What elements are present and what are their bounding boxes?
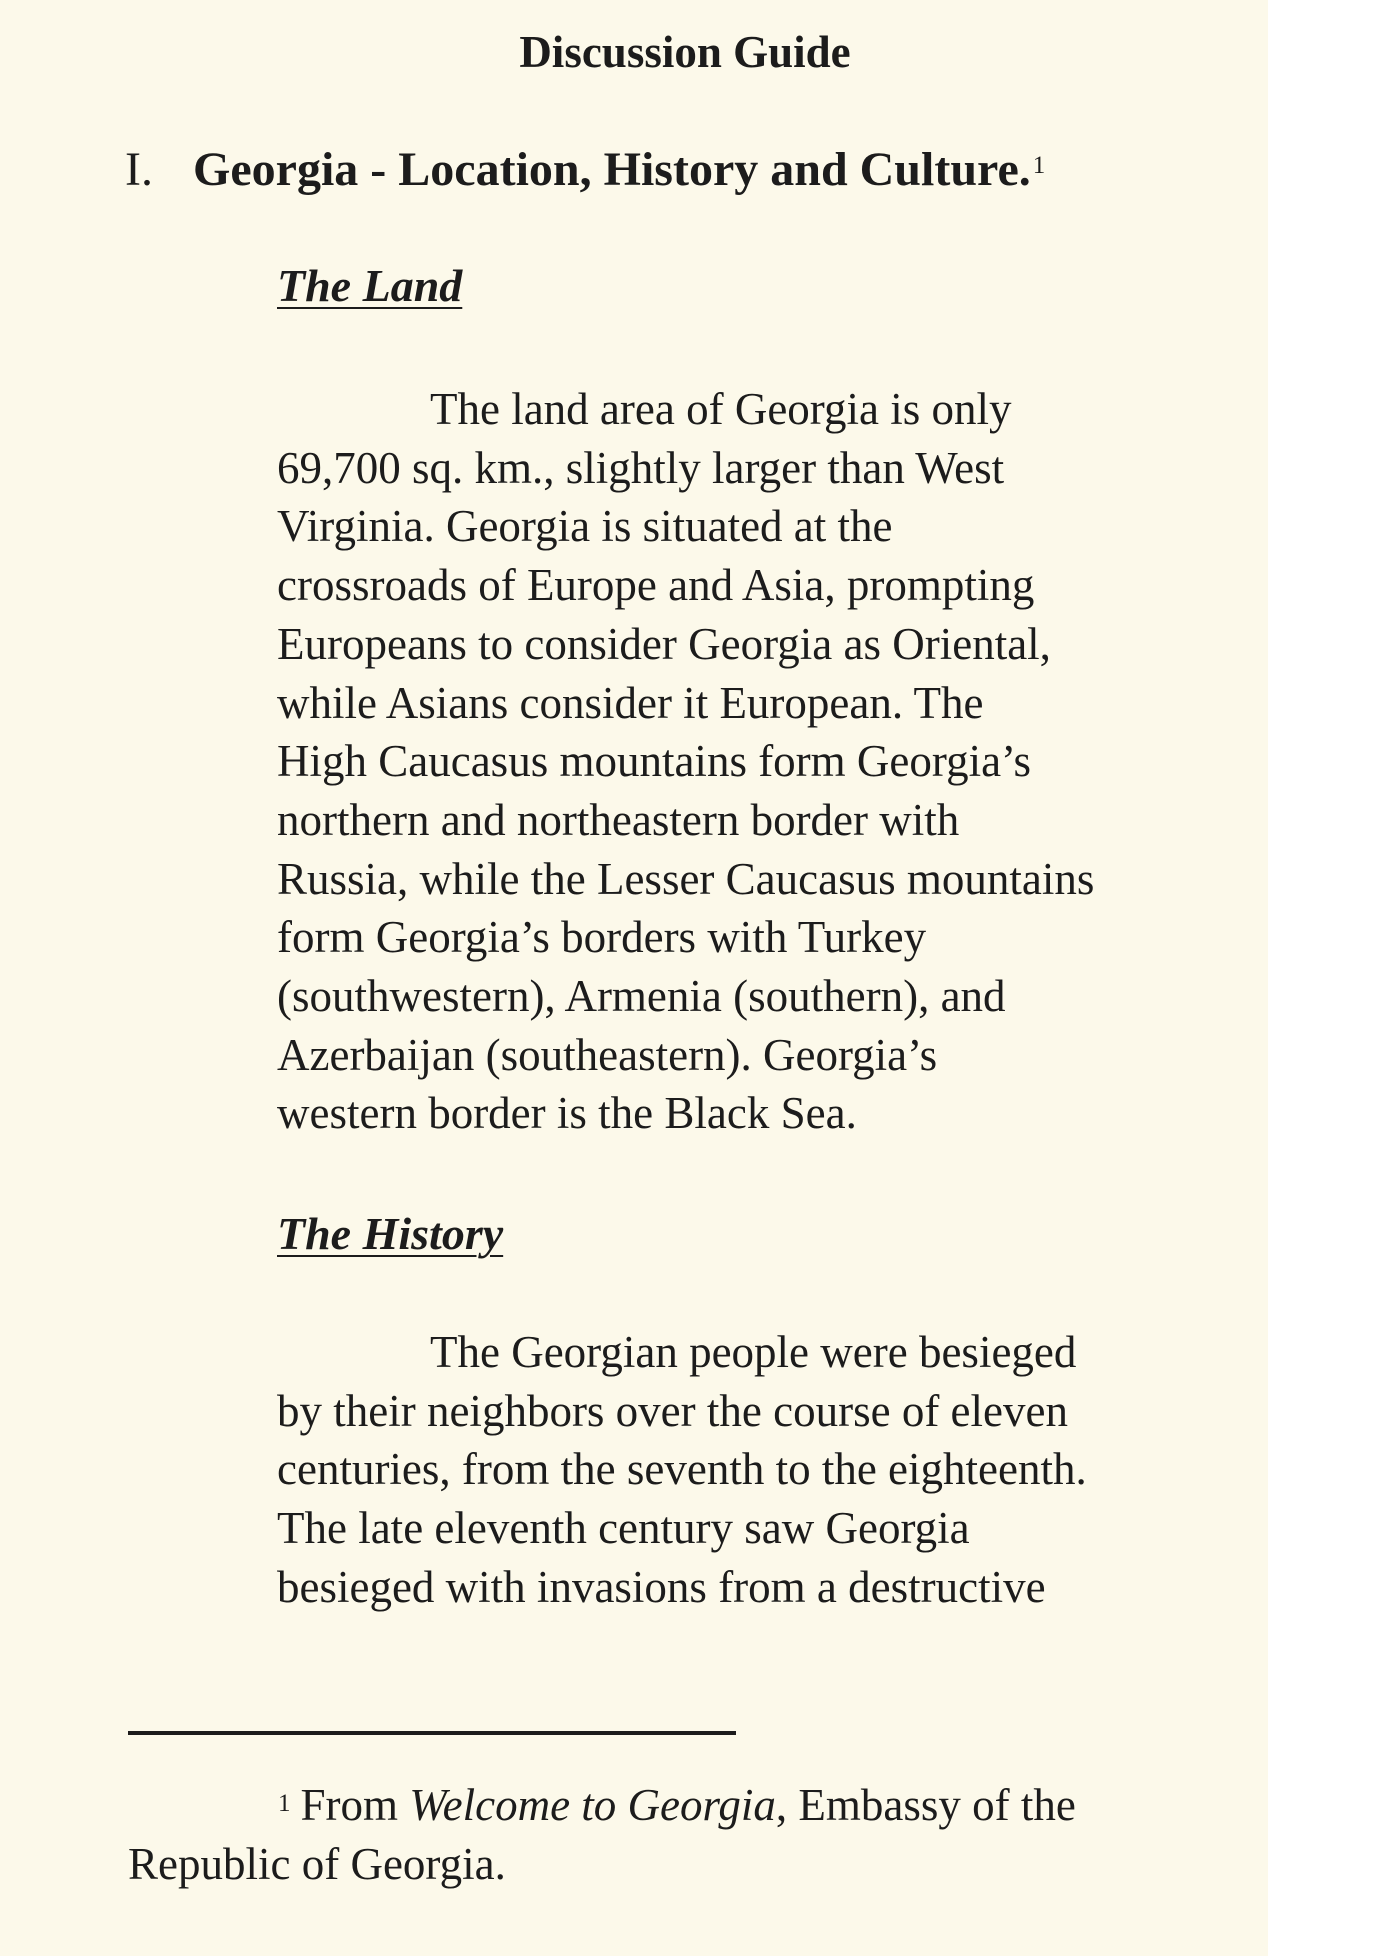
footnote-divider: [128, 1731, 736, 1735]
paragraph-line: Russia, while the Lesser Caucasus mountains: [277, 853, 1095, 904]
land-paragraph: [277, 380, 1277, 1143]
section-heading: [125, 140, 1045, 200]
paragraph-line: (southwestern), Armenia (southern), and: [277, 971, 1006, 1022]
footnote: [128, 1776, 1248, 1894]
paragraph-line: The Georgian people were besieged: [430, 1327, 1077, 1377]
scan-margin: [1268, 0, 1400, 1956]
footnote-suffix: , Embassy of the: [775, 1780, 1076, 1830]
footnote-marker: 1: [278, 1790, 291, 1817]
history-subheading: The History: [277, 1208, 504, 1259]
land-subheading: The Land: [277, 260, 463, 311]
paragraph-line: northern and northeastern border with: [277, 794, 960, 845]
footnote-line: [128, 1776, 1248, 1835]
paragraph-line: form Georgia’s borders with Turkey: [277, 912, 927, 963]
footnote-source-title: Welcome to Georgia: [409, 1780, 776, 1830]
paragraph-line: High Caucasus mountains form Georgia’s: [277, 736, 1032, 787]
paragraph-line: Azerbaijan (southeastern). Georgia’s: [277, 1029, 938, 1080]
paragraph-line: The land area of Georgia is only: [430, 384, 1012, 434]
paragraph-line: crossroads of Europe and Asia, prompting: [277, 560, 1035, 611]
paragraph-line: besieged with invasions from a destructive: [277, 1561, 1046, 1612]
paragraph-line: Virginia. Georgia is situated at the: [277, 501, 893, 552]
footnote-reference: 1: [1032, 152, 1046, 179]
paragraph-line: The late eleventh century saw Georgia: [277, 1503, 970, 1554]
paragraph-line: centuries, from the seventh to the eighteenth.: [277, 1444, 1087, 1495]
section-numeral: I.: [125, 143, 153, 196]
footnote-prefix: From: [300, 1780, 410, 1830]
footnote-line: Republic of Georgia.: [128, 1839, 506, 1889]
paragraph-line: Europeans to consider Georgia as Oriental,: [277, 618, 1051, 669]
paragraph-line: western border is the Black Sea.: [277, 1088, 857, 1139]
paragraph-line: by their neighbors over the course of eleven: [277, 1385, 1068, 1436]
section-heading-text: Georgia - Location, History and Culture.: [193, 143, 1031, 196]
paragraph-line: while Asians consider it European. The: [277, 677, 984, 728]
page-title: Discussion Guide: [519, 27, 851, 77]
history-paragraph: [277, 1323, 1277, 1617]
paragraph-line: 69,700 sq. km., slightly larger than West: [277, 442, 1005, 493]
